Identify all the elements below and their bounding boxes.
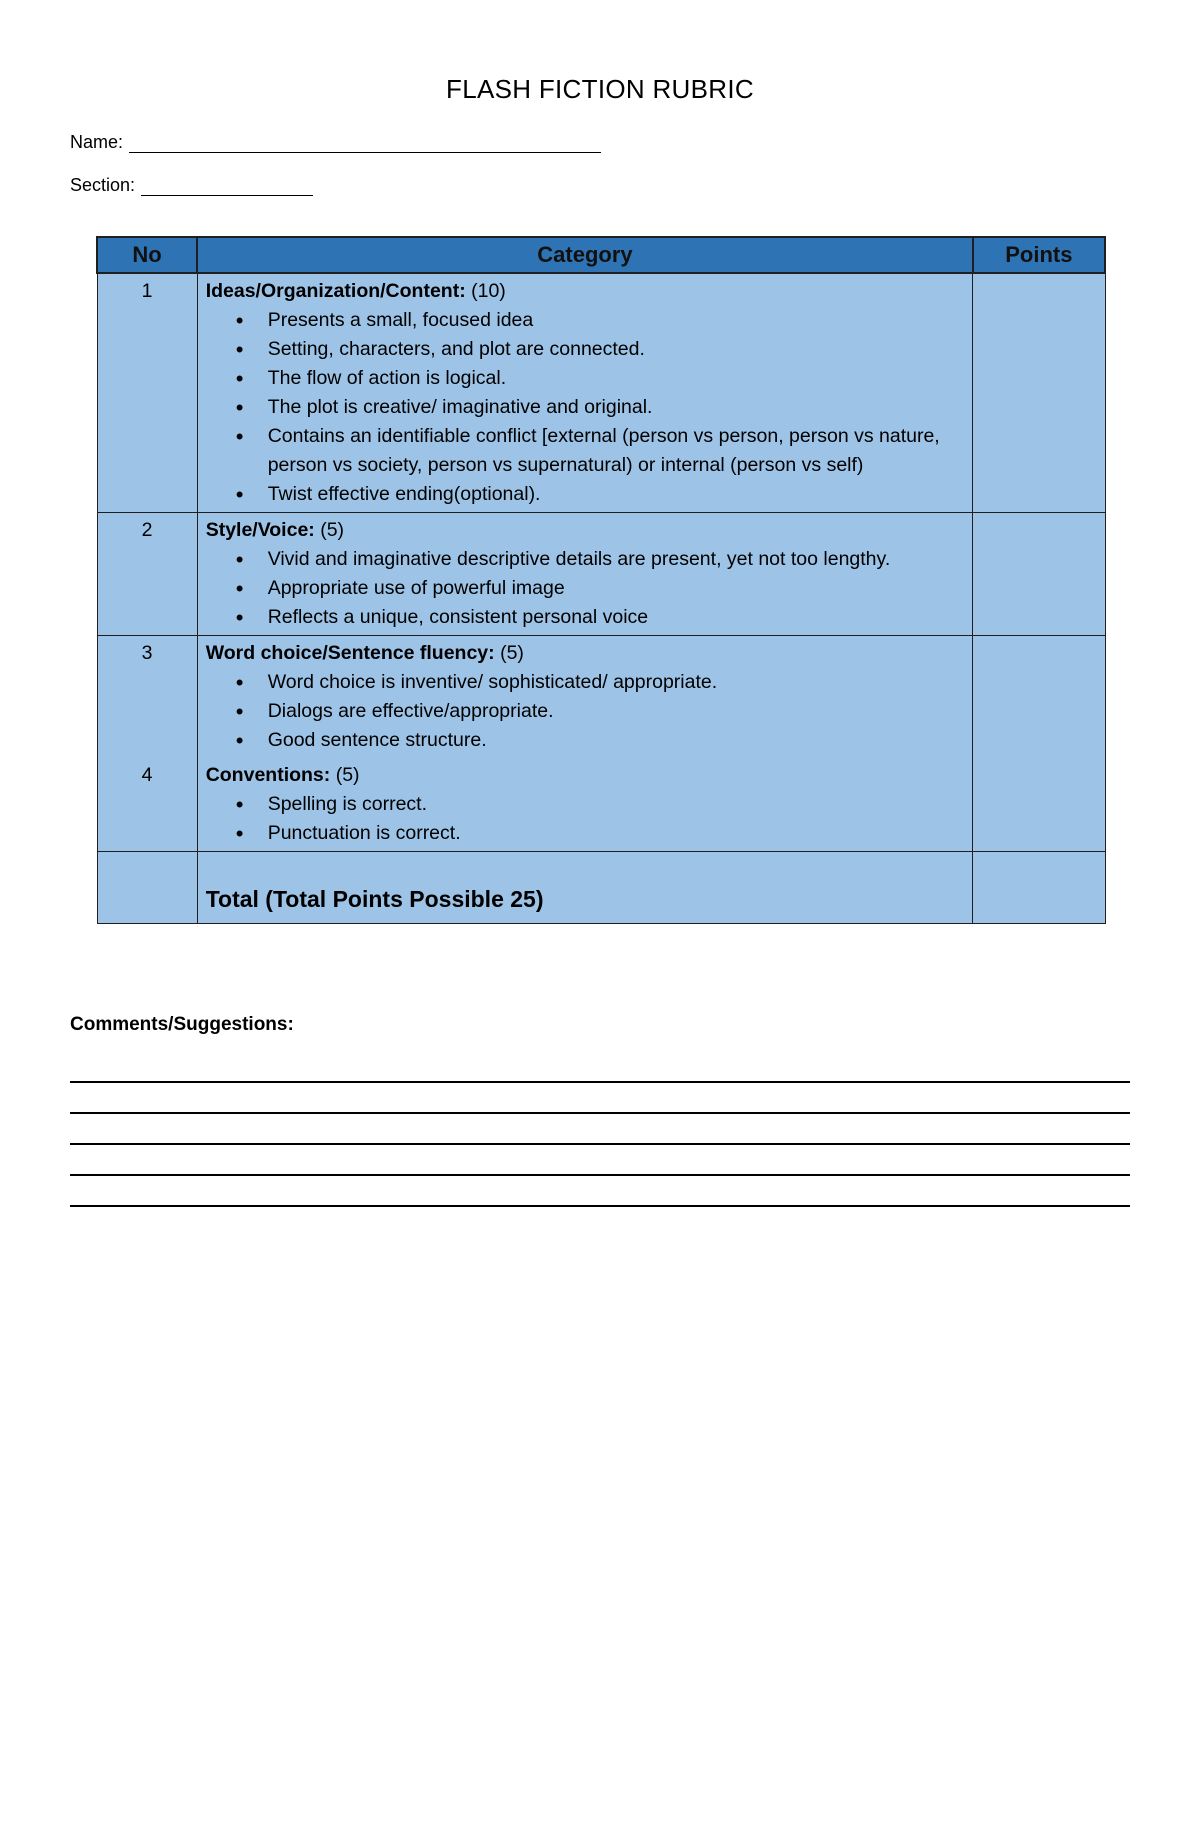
table-header-row: [97, 237, 1105, 273]
points-cell[interactable]: [973, 758, 1105, 852]
criterion: • Twist effective ending(optional).: [268, 480, 965, 509]
comment-line[interactable]: [70, 1112, 1130, 1114]
name-field[interactable]: [70, 132, 601, 153]
section-line[interactable]: [141, 177, 313, 196]
category-title: Conventions:: [205, 764, 331, 786]
category-cell: [197, 513, 973, 636]
document-title: FLASH FICTION RUBRIC: [446, 74, 754, 104]
total-label-cell: [197, 852, 973, 924]
criteria-list: [206, 790, 965, 848]
comment-line[interactable]: [70, 1205, 1130, 1207]
category-points: (5): [494, 642, 524, 664]
criteria-list: [206, 545, 965, 632]
total-points-cell[interactable]: [973, 852, 1105, 924]
section-label: Section:: [70, 175, 136, 195]
criterion: • Vivid and imaginative descriptive details are present, yet not too lengthy.: [268, 545, 965, 574]
category-points: (10): [465, 280, 506, 302]
criterion: • Dialogs are effective/appropriate.: [268, 697, 965, 726]
table-row: [97, 636, 1105, 759]
name-label: Name:: [70, 132, 124, 152]
criterion: • Contains an identifiable conflict [external (person vs person, person vs nature, person vs society, person vs supernatural) or internal (person vs self): [268, 422, 965, 480]
name-line[interactable]: [129, 134, 601, 153]
criterion: • The plot is creative/ imaginative and original.: [268, 393, 965, 422]
criterion: • Presents a small, focused idea: [268, 306, 965, 335]
table-row: [97, 273, 1105, 513]
header-points: Points: [973, 237, 1105, 273]
criterion: • The flow of action is logical.: [268, 364, 965, 393]
category-cell: [197, 758, 973, 852]
comment-line[interactable]: [70, 1174, 1130, 1176]
category-cell: [197, 636, 973, 759]
header-no: No: [97, 237, 197, 273]
criterion: • Word choice is inventive/ sophisticated/ appropriate.: [268, 668, 965, 697]
category-cell: [197, 273, 973, 513]
criterion: • Appropriate use of powerful image: [268, 574, 965, 603]
category-points: (5): [314, 519, 345, 541]
category-title: Ideas/Organization/Content:: [205, 280, 466, 302]
rubric-table: [96, 236, 1106, 924]
row-number: 4: [97, 758, 197, 852]
criteria-list: [206, 668, 965, 755]
comments-label: Comments/Suggestions:: [70, 1014, 294, 1035]
points-cell[interactable]: [973, 273, 1105, 513]
criterion: • Spelling is correct.: [268, 790, 965, 819]
row-number: 3: [97, 636, 197, 759]
points-cell[interactable]: [973, 513, 1105, 636]
row-number: 2: [97, 513, 197, 636]
points-cell[interactable]: [973, 636, 1105, 759]
comment-line[interactable]: [70, 1081, 1130, 1083]
table-row: [97, 758, 1105, 852]
criterion: • Setting, characters, and plot are connected.: [268, 335, 965, 364]
total-label: Total (Total Points Possible 25): [205, 886, 544, 912]
category-title: Style/Voice:: [205, 519, 315, 541]
category-points: (5): [330, 764, 360, 786]
criterion: • Good sentence structure.: [268, 726, 965, 755]
section-field[interactable]: [70, 175, 313, 196]
header-category: Category: [197, 237, 973, 273]
criteria-list: [206, 306, 965, 509]
category-title: Word choice/Sentence fluency:: [205, 642, 495, 664]
row-number: 1: [97, 273, 197, 513]
table-row: [97, 513, 1105, 636]
criterion: • Punctuation is correct.: [268, 819, 965, 848]
total-number-cell: [97, 852, 197, 924]
criterion: • Reflects a unique, consistent personal voice: [268, 603, 965, 632]
total-row: [97, 852, 1105, 924]
comment-line[interactable]: [70, 1143, 1130, 1145]
